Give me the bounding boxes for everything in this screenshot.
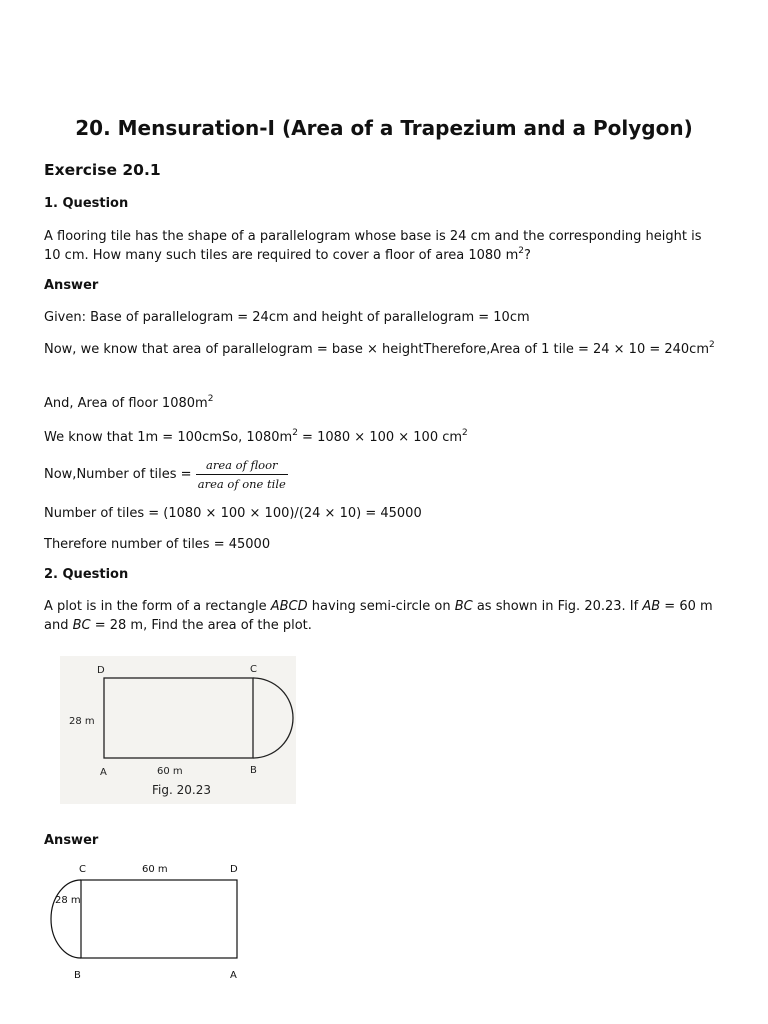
answer-calculation: Number of tiles = (1080 × 100 × 100)/(24 × 10) = 45000 [44, 506, 422, 521]
answer-label-a: A [230, 970, 237, 981]
answer-conversion-line: We know that 1m = 100cmSo, $1080m^2 = 1080 \times 100 \times 100$ $cm^2$ [44, 428, 468, 445]
answer-figure [44, 855, 254, 985]
answer-top-label: 60 m [142, 864, 168, 875]
answer-label-c: C [79, 864, 86, 875]
base-label: 60 m [157, 766, 183, 777]
question-1-heading: 1. Question [44, 196, 129, 211]
figure-20-23 [60, 656, 296, 804]
vertex-label-c: C [250, 664, 257, 675]
answer-given: Given: Base of parallelogram = 24cm and height of parallelogram = 10cm [44, 310, 530, 325]
answer-label-b: B [74, 970, 81, 981]
vertex-label-d: D [97, 665, 105, 676]
exercise-heading: Exercise 20.1 [44, 161, 161, 179]
figure-caption: Fig. 20.23 [152, 783, 211, 797]
vertex-label-b: B [250, 765, 257, 776]
chapter-title: 20. Mensuration-I (Area of a Trapezium and a Polygon) [75, 116, 693, 140]
fraction: $\frac{\text{area of floor}}{\text{area of one tile}}$ [197, 458, 286, 491]
answer-area-line: Now, we know that area of parallelogram = base × heightTherefore,Area of 1 tile = $24 \times 10 = 240cm^2$ [44, 340, 715, 357]
answer-2-label: Answer [44, 833, 99, 848]
answer-1-label: Answer [44, 278, 99, 293]
question-2-heading: 2. Question [44, 567, 129, 582]
answer-side-label: 28 m [55, 895, 81, 906]
answer-semicircle [51, 880, 81, 958]
answer-tiles-formula: Now,Number of tiles = $\frac{\text{area of floor}}{\text{area of one tile}}$ [44, 458, 286, 491]
answer-label-d: D [230, 864, 238, 875]
answer-rectangle [81, 880, 237, 958]
vertex-label-a: A [100, 767, 107, 778]
side-label: 28 m [69, 716, 95, 727]
answer-result: Therefore number of tiles = 45000 [44, 537, 271, 552]
question-2-text: A plot is in the form of a rectangle ABCD having semi-circle on BC as shown in Fig. 20.23. If AB = 60 m and BC = 28 m, Find the area of the plot. [44, 599, 713, 633]
question-1-text: A flooring tile has the shape of a parallelogram whose base is 24 cm and the corresponding height is 10 cm. How many such tiles are required to cover a floor of area 1080 $m^2$? [44, 229, 702, 263]
answer-floor-line: And, Area of floor $1080m^2$ [44, 394, 214, 411]
